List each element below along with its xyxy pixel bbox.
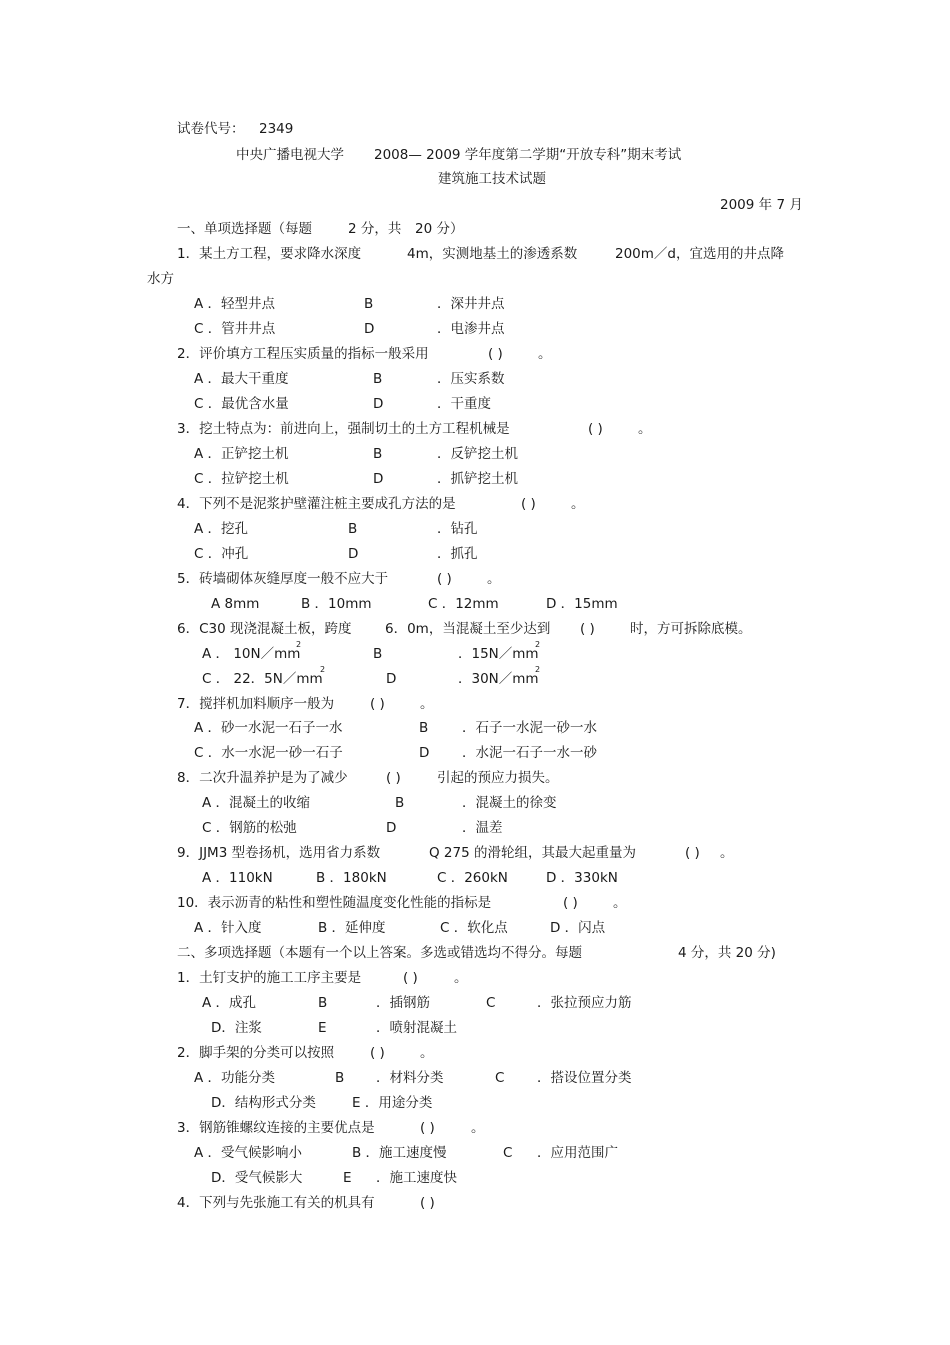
q3-option-d: ．抓铲挖土机	[437, 471, 518, 487]
q7-end: 。	[420, 696, 434, 712]
q4-paren: ( )	[521, 496, 536, 512]
q9-option-c: C ．260kN	[437, 870, 508, 886]
exam-date: 2009 年 7 月	[720, 197, 803, 213]
q1-option-d: ．电渗井点	[437, 321, 505, 337]
q1-text-c: 200m／d，宜选用的井点降	[615, 246, 784, 262]
q6-option-a-sup: 2	[296, 640, 302, 649]
q2-paren: ( )	[488, 346, 503, 362]
q8-option-b: ．混凝土的徐变	[462, 795, 557, 811]
q2-option-d: ．干重度	[437, 396, 491, 412]
q10-paren: ( )	[563, 895, 578, 911]
q5-option-c: C ．12mm	[428, 596, 499, 612]
q2-option-d-letter: D	[373, 396, 384, 412]
q6-option-a: A ． 10N／mm	[202, 646, 301, 662]
section2-heading: 二、多项选择题（本题有一个以上答案。多选或错选均不得分。每题	[177, 945, 582, 961]
q1-text-a: 1．某土方工程，要求降水深度	[177, 246, 362, 262]
q3-option-a: A ．正铲挖土机	[194, 446, 289, 462]
q5-text: 5．砖墙砌体灰缝厚度一般不应大于	[177, 571, 389, 587]
exam-term: 2008— 2009 学年度第二学期“开放专科”期末考试	[374, 147, 682, 163]
q6-text-a: 6．C30 现浇混凝土板，跨度	[177, 621, 352, 637]
q2-option-c: C ．最优含水量	[194, 396, 289, 412]
s2-q3-option-b: B ．施工速度慢	[352, 1145, 447, 1161]
s2-q3-option-a: A ．受气候影响小	[194, 1145, 303, 1161]
q5-option-b: B ．10mm	[301, 596, 372, 612]
q3-option-d-letter: D	[373, 471, 384, 487]
s2-q2-option-c-letter: C	[495, 1070, 505, 1086]
q7-option-c: C ．水一水泥一砂一石子	[194, 745, 343, 761]
q6-option-d-letter: D	[386, 671, 397, 687]
q8-end: 引起的预应力损失。	[437, 770, 559, 786]
q7-option-b: ．石子一水泥一砂一水	[462, 720, 597, 736]
q10-option-d: D ．闪点	[550, 920, 606, 936]
s2-q1-option-b: ．插钢筋	[376, 995, 430, 1011]
q9-option-d: D ．330kN	[546, 870, 618, 886]
q6-option-d-sup: 2	[535, 665, 541, 674]
q6-option-b-sup: 2	[535, 640, 541, 649]
q4-option-a: A ．挖孔	[194, 521, 249, 537]
q2-option-b-letter: B	[373, 371, 383, 387]
q6-option-c-sup: 2	[320, 665, 326, 674]
q8-text: 8．二次升温养护是为了减少	[177, 770, 348, 786]
q4-option-d: ．抓孔	[437, 546, 478, 562]
s2-q3-option-e-letter: E	[343, 1170, 352, 1186]
q2-option-b: ．压实系数	[437, 371, 505, 387]
q5-end: 。	[487, 571, 501, 587]
q7-text: 7．搅拌机加料顺序一般为	[177, 696, 335, 712]
q1-text-cont: 水方	[147, 271, 174, 287]
q3-paren: ( )	[588, 421, 603, 437]
q5-option-a: A 8mm	[211, 596, 260, 612]
q1-option-c: C ．管井井点	[194, 321, 276, 337]
s2-q2-paren: ( )	[370, 1045, 385, 1061]
q8-paren: ( )	[386, 770, 401, 786]
section1-score-a: 2 分，共	[348, 221, 402, 237]
section2-score: 4 分，共 20 分)	[678, 945, 776, 961]
s2-q2-option-d: D．结构形式分类	[211, 1095, 316, 1111]
s2-q2-option-c: ．搭设位置分类	[537, 1070, 632, 1086]
q3-option-c: C ．拉铲挖土机	[194, 471, 289, 487]
q7-option-a: A ．砂一水泥一石子一水	[194, 720, 343, 736]
s2-q3-option-c-letter: C	[503, 1145, 513, 1161]
q9-paren: ( )	[685, 845, 700, 861]
s2-q1-option-b-letter: B	[318, 995, 328, 1011]
s2-q1-option-d: D．注浆	[211, 1020, 262, 1036]
section1-score-b: 20 分）	[415, 221, 464, 237]
q4-option-b-letter: B	[348, 521, 358, 537]
s2-q1-end: 。	[454, 970, 468, 986]
s2-q1-option-e: ．喷射混凝土	[376, 1020, 457, 1036]
q1-option-a: A ．轻型井点	[194, 296, 276, 312]
q3-option-b-letter: B	[373, 446, 383, 462]
s2-q2-option-a: A ．功能分类	[194, 1070, 276, 1086]
q6-text-c: 时，方可拆除底模。	[630, 621, 752, 637]
q2-text: 2．评价填方工程压实质量的指标一般采用	[177, 346, 429, 362]
s2-q3-option-d: D．受气候影大	[211, 1170, 303, 1186]
q9-text: 9．JJM3 型卷扬机，选用省力系数	[177, 845, 381, 861]
s2-q1-option-e-letter: E	[318, 1020, 327, 1036]
q7-paren: ( )	[370, 696, 385, 712]
q8-option-c: C ．钢筋的松弛	[202, 820, 297, 836]
s2-q4-paren: ( )	[420, 1195, 435, 1211]
q4-option-c: C ．冲孔	[194, 546, 249, 562]
s2-q1-paren: ( )	[403, 970, 418, 986]
q9-option-b: B ．180kN	[316, 870, 387, 886]
s2-q4-text: 4．下列与先张施工有关的机具有	[177, 1195, 375, 1211]
q1-option-b: ．深井井点	[437, 296, 505, 312]
q4-text: 4．下列不是泥浆护壁灌注桩主要成孔方法的是	[177, 496, 456, 512]
s2-q2-option-b: ．材料分类	[376, 1070, 444, 1086]
s2-q3-option-c: ．应用范围广	[537, 1145, 618, 1161]
q9-end: 。	[720, 845, 734, 861]
q9-option-a: A ．110kN	[202, 870, 273, 886]
s2-q2-option-b-letter: B	[335, 1070, 345, 1086]
s2-q3-end: 。	[471, 1120, 485, 1136]
q3-end: 。	[638, 421, 652, 437]
q10-option-a: A ．针入度	[194, 920, 262, 936]
q2-end: 。	[538, 346, 552, 362]
q10-option-c: C ．软化点	[440, 920, 508, 936]
s2-q3-paren: ( )	[420, 1120, 435, 1136]
q10-end: 。	[613, 895, 627, 911]
q8-option-b-letter: B	[395, 795, 405, 811]
section1-heading: 一、单项选择题（每题	[177, 221, 312, 237]
q6-text-b: 6．0m，当混凝土至少达到	[385, 621, 551, 637]
q6-option-c: C ． 22．5N／mm	[202, 671, 323, 687]
s2-q1-option-c-letter: C	[486, 995, 496, 1011]
q1-text-b: 4m，实测地基土的渗透系数	[407, 246, 578, 262]
s2-q1-text: 1．土钉支护的施工工序主要是	[177, 970, 362, 986]
q1-option-d-letter: D	[364, 321, 375, 337]
q5-paren: ( )	[437, 571, 452, 587]
q6-option-d: ．30N／mm	[458, 671, 539, 687]
q7-option-b-letter: B	[419, 720, 429, 736]
q9-text-b: Q 275 的滑轮组，其最大起重量为	[429, 845, 636, 861]
q4-option-d-letter: D	[348, 546, 359, 562]
s2-q2-text: 2．脚手架的分类可以按照	[177, 1045, 335, 1061]
q3-text: 3．挖土特点为：前进向上，强制切土的土方工程机械是	[177, 421, 510, 437]
q4-option-b: ．钻孔	[437, 521, 478, 537]
q10-text: 10．表示沥青的粘性和塑性随温度变化性能的指标是	[177, 895, 492, 911]
university-name: 中央广播电视大学	[236, 147, 344, 163]
s2-q2-option-e: E ．用途分类	[352, 1095, 433, 1111]
q7-option-d-letter: D	[419, 745, 430, 761]
exam-title: 建筑施工技术试题	[438, 171, 546, 187]
paper-code-label: 试卷代号：	[177, 121, 245, 137]
s2-q3-text: 3．钢筋锥螺纹连接的主要优点是	[177, 1120, 375, 1136]
s2-q2-end: 。	[420, 1045, 434, 1061]
q6-option-b-letter: B	[373, 646, 383, 662]
q8-option-d: ．温差	[462, 820, 503, 836]
q5-option-d: D ．15mm	[546, 596, 618, 612]
q2-option-a: A ．最大干重度	[194, 371, 289, 387]
paper-code-value: 2349	[259, 121, 294, 137]
q4-end: 。	[571, 496, 585, 512]
q6-option-b: ．15N／mm	[458, 646, 539, 662]
q8-option-a: A ．混凝土的收缩	[202, 795, 311, 811]
s2-q1-option-a: A ．成孔	[202, 995, 257, 1011]
q6-paren: ( )	[580, 621, 595, 637]
q1-option-b-letter: B	[364, 296, 374, 312]
q7-option-d: ．水泥一石子一水一砂	[462, 745, 597, 761]
s2-q3-option-e: ．施工速度快	[376, 1170, 457, 1186]
s2-q1-option-c: ．张拉预应力筋	[537, 995, 632, 1011]
q10-option-b: B ．延伸度	[318, 920, 386, 936]
q3-option-b: ．反铲挖土机	[437, 446, 518, 462]
q8-option-d-letter: D	[386, 820, 397, 836]
